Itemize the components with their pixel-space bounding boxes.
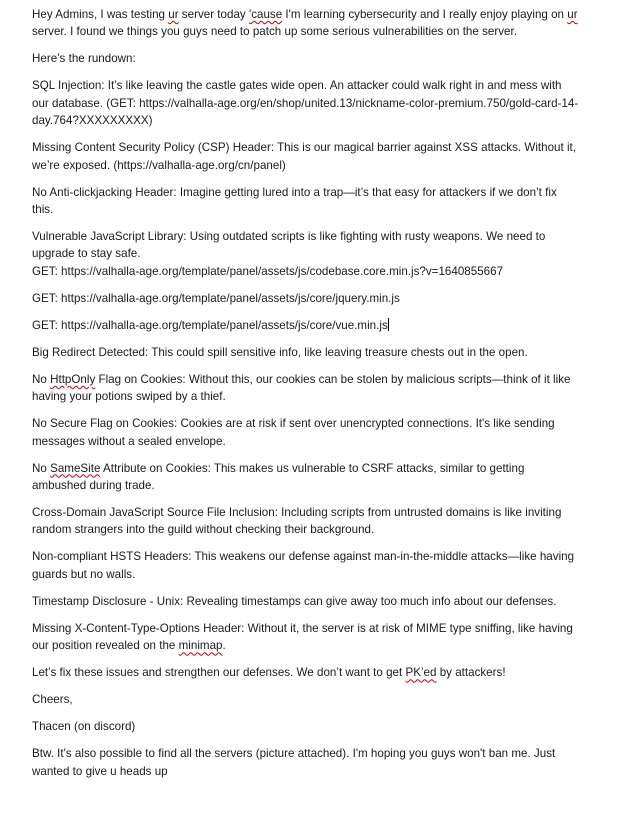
get-url-vue-paragraph bbox=[32, 317, 580, 334]
spellcheck-word: ur bbox=[168, 8, 179, 21]
fix-text-1: Let’s fix these issues and strengthen our defenses. We don’t want to get bbox=[32, 666, 406, 680]
samesite-text-2: Attribute on Cookies: This makes us vulnerable to CSRF attacks, similar to getting ambushed during trade. bbox=[32, 461, 525, 493]
spellcheck-word: PK’ed bbox=[405, 666, 437, 680]
httponly-text-2: Flag on Cookies: Without this, our cookies can be stolen by malicious scripts—think of it like having your potions swiped by a thief. bbox=[32, 372, 571, 404]
x-content-type-text-1: Missing X-Content-Type-Options Header: Without it, the server is at risk of MIME type sniffing, like having our position revealed on the bbox=[32, 621, 573, 653]
spellcheck-word: minimap bbox=[178, 639, 223, 653]
x-content-type-paragraph bbox=[32, 620, 580, 655]
spellcheck-word: SameSite bbox=[50, 461, 101, 475]
signature-paragraph: Thacen (on discord) bbox=[32, 720, 136, 734]
spellcheck-word: 'cause bbox=[248, 8, 283, 21]
samesite-paragraph bbox=[32, 460, 580, 495]
redirect-paragraph: Big Redirect Detected: This could spill sensitive info, like leaving treasure chests out in the open. bbox=[32, 345, 528, 359]
intro-text-3: I'm learning cybersecurity and I really enjoy playing on bbox=[282, 8, 568, 21]
document-body[interactable] bbox=[32, 6, 580, 790]
httponly-text-1: No bbox=[32, 372, 51, 386]
x-content-type-text-2: . bbox=[222, 639, 226, 653]
fix-text-2: by attackers! bbox=[436, 666, 506, 680]
intro-text-1: Hey Admins, I was testing bbox=[32, 8, 169, 21]
cheers-paragraph: Cheers, bbox=[32, 693, 73, 707]
samesite-text-1: No bbox=[32, 461, 51, 475]
spellcheck-word: ur bbox=[567, 8, 578, 21]
clickjacking-paragraph: No Anti-clickjacking Header: Imagine getting lured into a trap—it’s that easy for attackers if we don’t fix this. bbox=[32, 185, 557, 217]
js-library-paragraph bbox=[32, 228, 580, 280]
spellcheck-word: HttpOnly bbox=[50, 372, 96, 386]
get-url-codebase: GET: https://valhalla-age.org/template/panel/assets/js/codebase.core.min.js?v=1640855667 bbox=[32, 264, 504, 278]
rundown-paragraph: Here’s the rundown: bbox=[32, 52, 136, 66]
fix-paragraph bbox=[32, 664, 580, 681]
get-url-jquery: GET: https://valhalla-age.org/template/panel/assets/js/core/jquery.min.js bbox=[32, 291, 400, 305]
timestamp-paragraph: Timestamp Disclosure - Unix: Revealing timestamps can give away too much info about our defenses. bbox=[32, 594, 557, 608]
hsts-paragraph: Non-compliant HSTS Headers: This weakens our defense against man-in-the-middle attacks—like having guards but no walls. bbox=[32, 550, 575, 581]
intro-paragraph bbox=[32, 6, 580, 41]
sql-injection-paragraph: SQL Injection: It’s like leaving the castle gates wide open. An attacker could walk right in and mess with our database. (GET: https://valhalla-age.org/en/shop/united.13/nickname-color-premium.750/gold-card-14-day.764?XXXXXXXXX) bbox=[32, 79, 579, 128]
csp-paragraph: Missing Content Security Policy (CSP) Header: This is our magical barrier against XSS attacks. Without it, we’re exposed. (https://valhalla-age.org/cn/panel) bbox=[32, 141, 577, 172]
httponly-paragraph bbox=[32, 371, 580, 406]
get-url-vue: GET: https://valhalla-age.org/template/panel/assets/js/core/vue.min.js bbox=[32, 318, 388, 332]
btw-paragraph: Btw. It's also possible to find all the servers (picture attached). I'm hoping you guys won't ban me. Just wanted to give u heads up bbox=[32, 747, 556, 778]
intro-text-2: server today bbox=[178, 8, 249, 21]
cross-domain-paragraph: Cross-Domain JavaScript Source File Inclusion: Including scripts from untrusted domains is like inviting random strangers into the guild without checking their background. bbox=[32, 506, 562, 537]
js-library-text: Vulnerable JavaScript Library: Using outdated scripts is like fighting with rusty weapons. We need to upgrade to stay safe. bbox=[32, 230, 546, 261]
secure-flag-paragraph: No Secure Flag on Cookies: Cookies are at risk if sent over unencrypted connections. It's like sending messages without a sealed envelope. bbox=[32, 417, 555, 448]
intro-text-4: server. I found we things you guys need to patch up some serious vulnerabilities on the server. bbox=[32, 25, 517, 39]
text-cursor bbox=[388, 318, 389, 331]
